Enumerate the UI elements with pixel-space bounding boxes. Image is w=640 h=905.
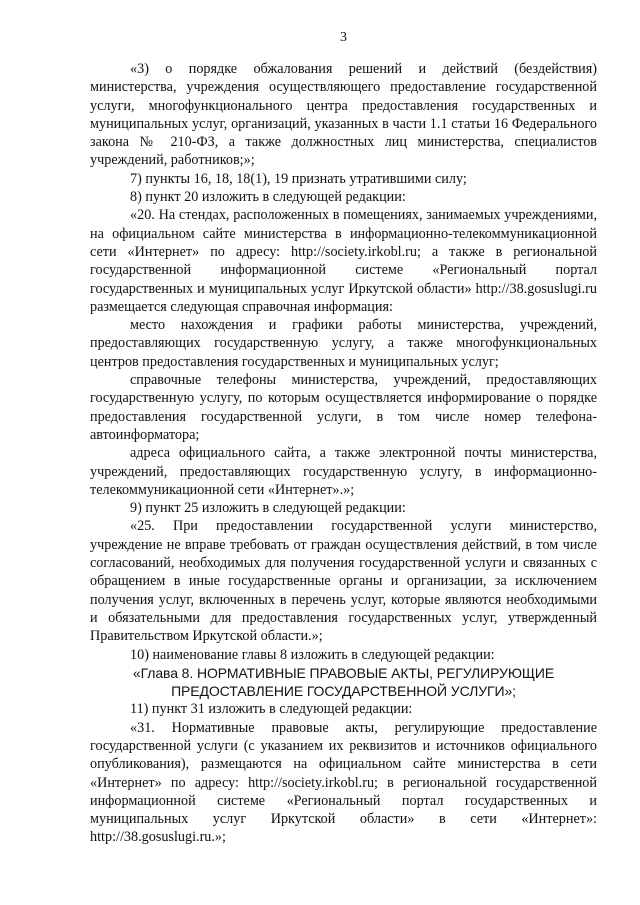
paragraph-clause-25: «25. При предоставлении государственной услуги министерство, учреждение не вправе требовать от граждан осуществления действий, в том числе согласований, необходимых для получения государственной услуги и связанных с обращением в иные государственные органы и организации, за исключением получения услуг, включенных в перечень услуг, которые являются необходимыми и обязательными для предоставления государственных услуг, утвержденный Правительством Иркутской области.»; [90,518,597,645]
document-page [90,30,597,847]
paragraph-phones: справочные телефоны министерства, учреждений, предоставляющих государственную услугу, по которым осуществляется информирование о порядке предоставления государственной услуги, в том числе номер телефона-автоинформатора; [90,372,597,443]
chapter-8-heading [90,664,597,701]
chapter-heading-line-2: ПРЕДОСТАВЛЕНИЕ ГОСУДАРСТВЕННОЙ УСЛУГИ»; [171,683,516,700]
paragraph-item-8: 8) пункт 20 изложить в следующей редакции: [130,189,406,206]
paragraph-website-email: адреса официального сайта, а также электронной почты министерства, учреждений, предоставляющих государственную услугу, в информационно-телекоммуникационной сети «Интернет».»; [90,445,597,498]
chapter-heading-line-1: «Глава 8. НОРМАТИВНЫЕ ПРАВОВЫЕ АКТЫ, РЕГУЛИРУЮЩИЕ [132,664,555,681]
paragraph-appeal-procedure: «3) о порядке обжалования решений и действий (бездействия) министерства, учреждения осуществляющего предоставление государственной услуги, многофункционального центра предоставления государственных и муниципальных услуг, организаций, указанных в части 1.1 статьи 16 Федерального закона № 210-ФЗ, а также должностных лиц министерства, специалистов учреждений, работников;»; [90,61,597,169]
paragraph-item-7: 7) пункты 16, 18, 18(1), 19 признать утратившими силу; [130,170,467,187]
paragraph-item-10: 10) наименование главы 8 изложить в следующей редакции: [130,646,495,663]
paragraph-item-11: 11) пункт 31 изложить в следующей редакции: [130,701,413,718]
paragraph-clause-31: «31. Нормативные правовые акты, регулирующие предоставление государственной услуги (с указанием их реквизитов и источников официального опубликования), размещаются на официальном сайте министерства в сети «Интернет» по адресу: http://society.irkobl.ru; в региональной государственной информационной системе «Региональный портал государственных и муниципальных услуг Иркутской области» в сети «Интернет»: http://38.gosuslugi.ru.»; [90,719,597,846]
page-number: 3 [340,30,347,45]
paragraph-item-9: 9) пункт 25 изложить в следующей редакции: [130,500,406,517]
paragraph-clause-20: «20. На стендах, расположенных в помещениях, занимаемых учреждениями, на официальном сайте министерства в информационно-телекоммуникационной сети «Интернет» по адресу: http://society.irkobl.ru; а также в региональной государственной информационной системе «Региональный портал государственных и муниципальных услуг Иркутской области» http://38.gosuslugi.ru размещается следующая справочная информация: [90,207,597,315]
paragraph-location-schedule: место нахождения и графики работы министерства, учреждений, предоставляющих государственную услугу, а также многофункциональных центров предоставления государственных и муниципальных услуг; [90,317,597,370]
